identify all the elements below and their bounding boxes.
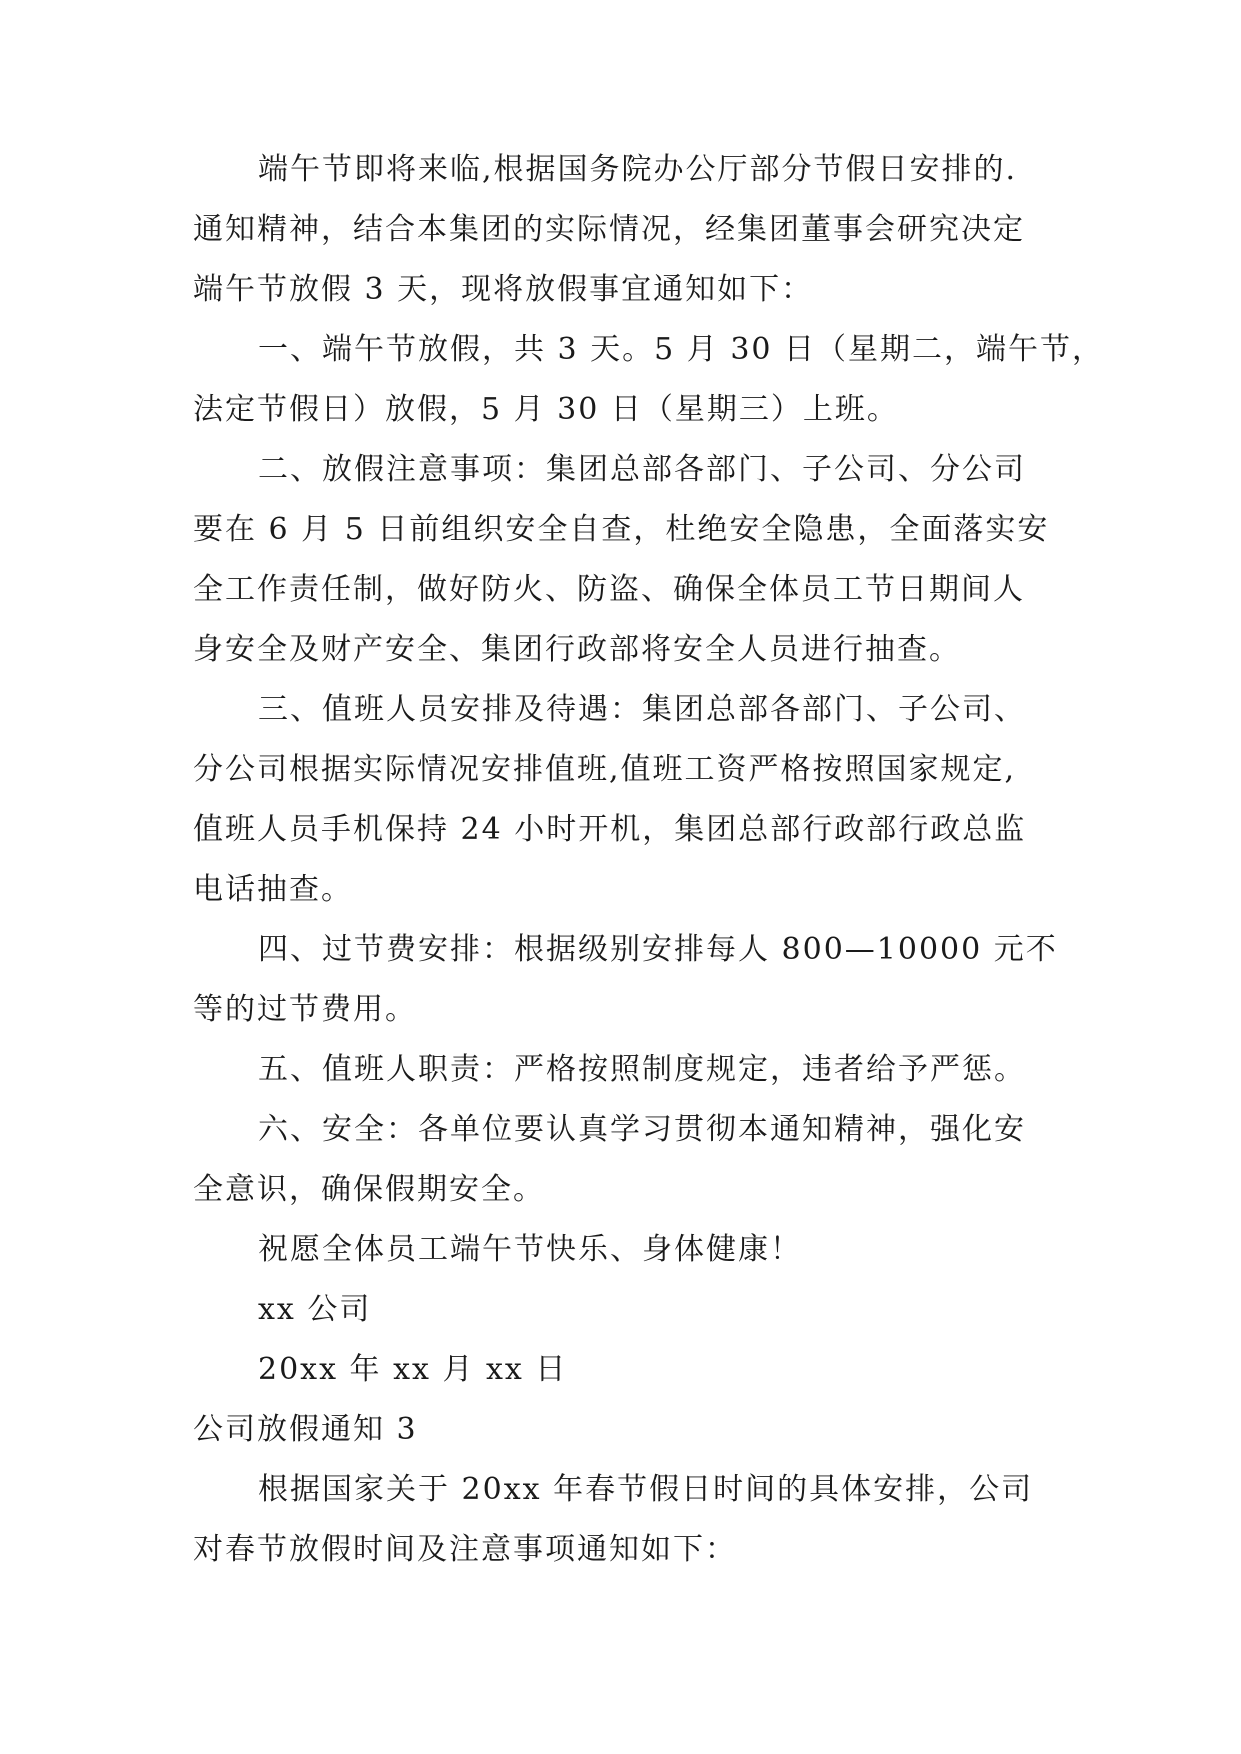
- text-line: 电话抽查。: [193, 872, 353, 907]
- text-line: 端午节放假 3 天，现将放假事宜通知如下：: [193, 272, 814, 307]
- text-line: 全意识，确保假期安全。: [193, 1172, 545, 1207]
- text-line: 等的过节费用。: [193, 992, 417, 1027]
- text-line: 对春节放假时间及注意事项通知如下：: [193, 1532, 737, 1567]
- text-line: 通知精神，结合本集团的实际情况，经集团董事会研究决定: [193, 212, 1025, 247]
- text-line: 分公司根据实际情况安排值班,值班工资严格按照国家规定,: [193, 752, 1017, 787]
- text-line: 根据国家关于 20xx 年春节假日时间的具体安排，公司: [258, 1472, 1034, 1507]
- text-line: 值班人员手机保持 24 小时开机，集团总部行政部行政总监: [193, 812, 1027, 847]
- text-line: 端午节即将来临,根据国务院办公厅部分节假日安排的.: [258, 152, 1018, 187]
- text-line: 一、端午节放假，共 3 天。5 月 30 日（星期二，端午节，: [258, 332, 1105, 367]
- text-line: 五、值班人职责：严格按照制度规定，违者给予严惩。: [258, 1052, 1026, 1087]
- text-line: 法定节假日）放假，5 月 30 日（星期三）上班。: [193, 392, 899, 427]
- text-line: 身安全及财产安全、集团行政部将安全人员进行抽查。: [193, 632, 961, 667]
- company-name: xx 公司: [258, 1292, 372, 1327]
- text-line: 四、过节费安排：根据级别安排每人 800—10000 元不: [258, 932, 1058, 967]
- document-date: 20xx 年 xx 月 xx 日: [258, 1352, 568, 1387]
- text-line: 二、放假注意事项：集团总部各部门、子公司、分公司: [258, 452, 1026, 487]
- text-line: 三、值班人员安排及待遇：集团总部各部门、子公司、: [258, 692, 1026, 727]
- text-line: 全工作责任制，做好防火、防盗、确保全体员工节日期间人: [193, 572, 1025, 607]
- text-line: 祝愿全体员工端午节快乐、身体健康！: [258, 1232, 802, 1267]
- text-line: 六、安全：各单位要认真学习贯彻本通知精神，强化安: [258, 1112, 1026, 1147]
- section-heading: 公司放假通知 3: [193, 1412, 418, 1447]
- text-line: 要在 6 月 5 日前组织安全自查，杜绝安全隐患，全面落实安: [193, 512, 1050, 547]
